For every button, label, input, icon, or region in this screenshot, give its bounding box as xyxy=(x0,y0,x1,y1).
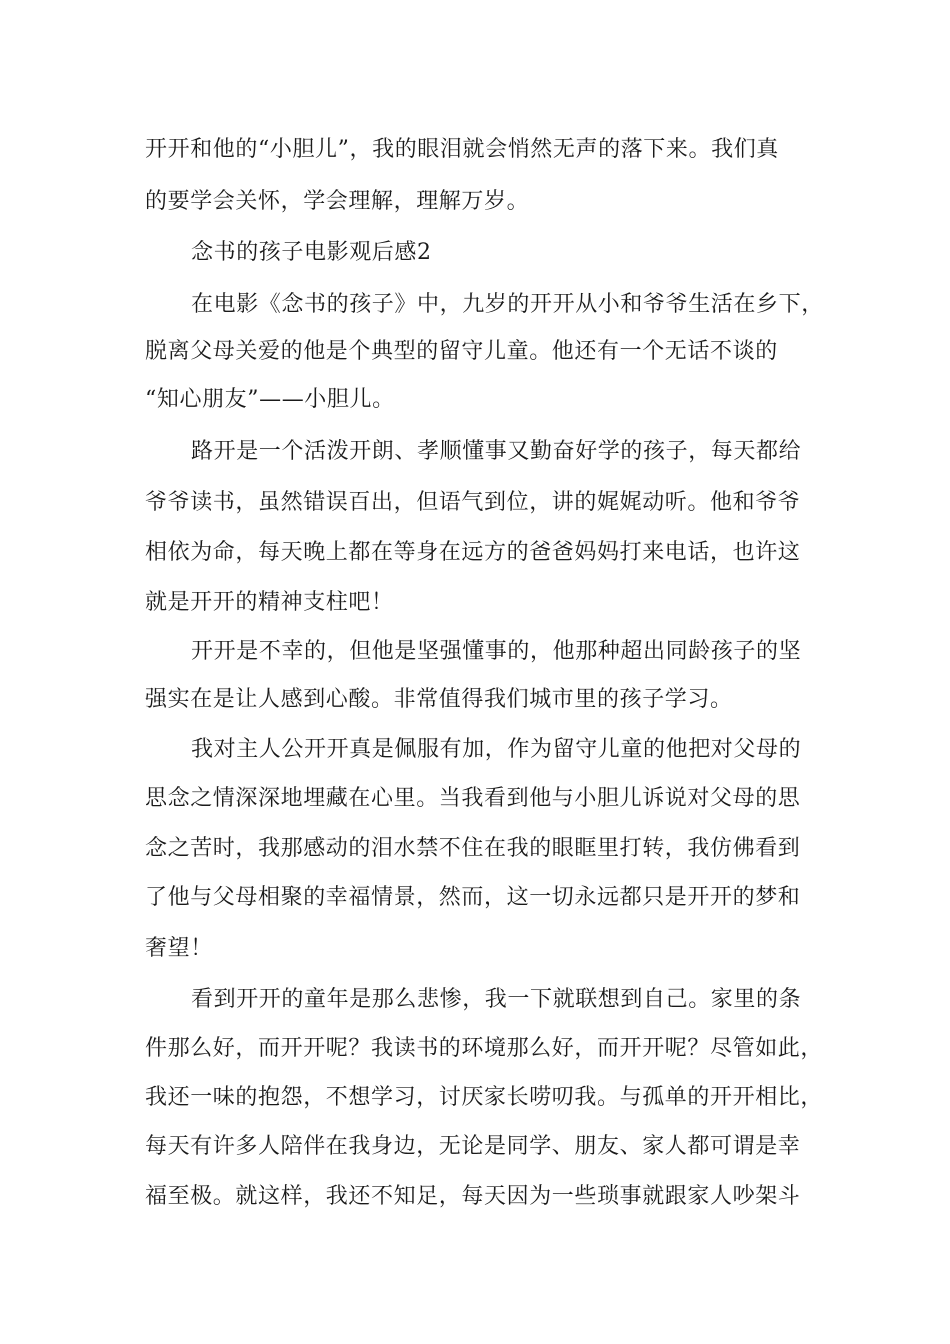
text-line: 路开是一个活泼开朗、孝顺懂事又勤奋好学的孩子，每天都给 xyxy=(191,439,802,464)
text-line: 在电影《念书的孩子》中，九岁的开开从小和爷爷生活在乡下， xyxy=(191,292,824,317)
text-line: 我还一味的抱怨，不想学习，讨厌家长唠叨我。与孤单的开开相比， xyxy=(145,1085,824,1110)
section-heading: 念书的孩子电影观后感2 xyxy=(191,240,432,265)
text-line: 的要学会关怀，学会理解，理解万岁。 xyxy=(145,189,530,214)
text-line: 福至极。就这样，我还不知足，每天因为一些琐事就跟家人吵架斗 xyxy=(145,1184,801,1209)
text-line: 念之苦时，我那感动的泪水禁不住在我的眼眶里打转，我仿佛看到 xyxy=(145,836,801,861)
text-line: 看到开开的童年是那么悲惨，我一下就联想到自己。家里的条 xyxy=(191,987,802,1012)
text-line: 开开是不幸的，但他是坚强懂事的，他那种超出同龄孩子的坚 xyxy=(191,639,802,664)
text-line: 脱离父母关爱的他是个典型的留守儿童。他还有一个无话不谈的 xyxy=(145,339,778,364)
text-line: 开开和他的“小胆儿”，我的眼泪就会悄然无声的落下来。我们真 xyxy=(145,137,779,162)
text-line: “知心朋友”——小胆儿。 xyxy=(145,387,395,412)
text-line: 奢望！ xyxy=(145,936,213,961)
text-line: 了他与父母相聚的幸福情景，然而，这一切永远都只是开开的梦和 xyxy=(145,885,801,910)
text-line: 我对主人公开开真是佩服有加，作为留守儿童的他把对父母的 xyxy=(191,737,802,762)
text-line: 强实在是让人感到心酸。非常值得我们城市里的孩子学习。 xyxy=(145,687,733,712)
text-line: 思念之情深深地埋藏在心里。当我看到他与小胆儿诉说对父母的思 xyxy=(145,786,801,811)
text-line: 相依为命，每天晚上都在等身在远方的爸爸妈妈打来电话，也许这 xyxy=(145,540,801,565)
text-line: 每天有许多人陪伴在我身边，无论是同学、朋友、家人都可谓是幸 xyxy=(145,1134,801,1159)
text-line: 件那么好，而开开呢？我读书的环境那么好，而开开呢？尽管如此， xyxy=(145,1036,824,1061)
text-line: 就是开开的精神支柱吧！ xyxy=(145,590,394,615)
text-line: 爷爷读书，虽然错误百出，但语气到位，讲的娓娓动听。他和爷爷 xyxy=(145,490,801,515)
